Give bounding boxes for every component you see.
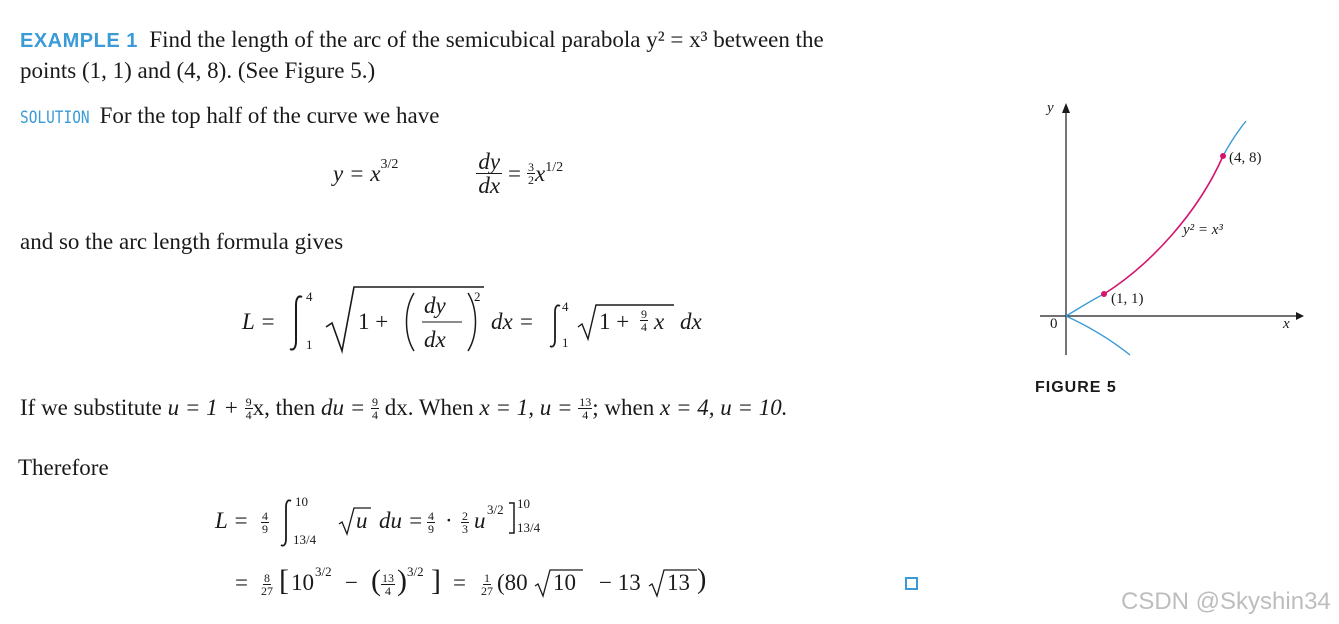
figure-point-lower-label: (1, 1) [1111, 291, 1144, 307]
example-line-2 [20, 56, 375, 86]
integral-sign [288, 293, 308, 353]
equation-derivative: $y = x^{3/2}$ $\frac{dy}{dx}$ = $\frac{3}{2}$ x $^{1/2}$ [333, 149, 564, 198]
equation-result: = 8 27 [ 10 3/2 − ( 13 4 ) 3/2 ] = 1 27 (80 10 − 13 13 ) [235, 564, 707, 598]
figure-5-graph [1030, 95, 1310, 365]
x-axis-arrow [1296, 312, 1304, 320]
figure-point-upper-label: (4, 8) [1229, 150, 1262, 166]
solution-line [20, 101, 439, 133]
curve-upper-start [1066, 294, 1104, 316]
figure-caption: FIGURE 5 [1035, 379, 1117, 396]
watermark: CSDN @Skyshin34 [1121, 588, 1331, 615]
substitution-line: If we substitute u = 1 + $\frac{9}{4}$ x, then du = $\frac{9}{4}$ dx. When x = 1, u = $\frac{13}{4}$ ; when x = 4, u = 10. [20, 394, 788, 422]
example-text-1: Find the length of the arc of the semicubical parabola y² = x³ between the [149, 27, 824, 52]
figure-x-label: x [1283, 316, 1290, 332]
equation-evaluation: L = 4 9 10 13/4 u du = 4 9 · 2 3 u 3/2 10 13/4 [215, 494, 541, 547]
figure-y-label: y [1047, 100, 1054, 116]
curve-lower-branch [1066, 316, 1130, 355]
figure-origin-label: 0 [1050, 316, 1058, 332]
point-4-8 [1220, 153, 1226, 159]
arc-length-text: and so the arc length formula gives [20, 229, 344, 254]
eq1-three-halves: $\frac{3}{2}$ [528, 160, 535, 187]
example-label: EXAMPLE 1 [20, 30, 138, 52]
eq1-left: $y = x^{3/2}$ [333, 156, 399, 186]
example-line-1 [20, 25, 824, 56]
solution-label: SOLUTION [20, 108, 90, 128]
example-text-2: points (1, 1) and (4, 8). (See Figure 5.) [20, 58, 376, 83]
y-axis-arrow [1062, 103, 1070, 113]
figure-curve-label: y² = x³ [1183, 222, 1223, 238]
eq1-dydx: $\frac{dy}{dx}$ [478, 149, 501, 198]
therefore-text: Therefore [18, 455, 109, 480]
qed-box [905, 577, 918, 590]
point-1-1 [1101, 291, 1107, 297]
solution-intro: For the top half of the curve we have [99, 103, 440, 128]
